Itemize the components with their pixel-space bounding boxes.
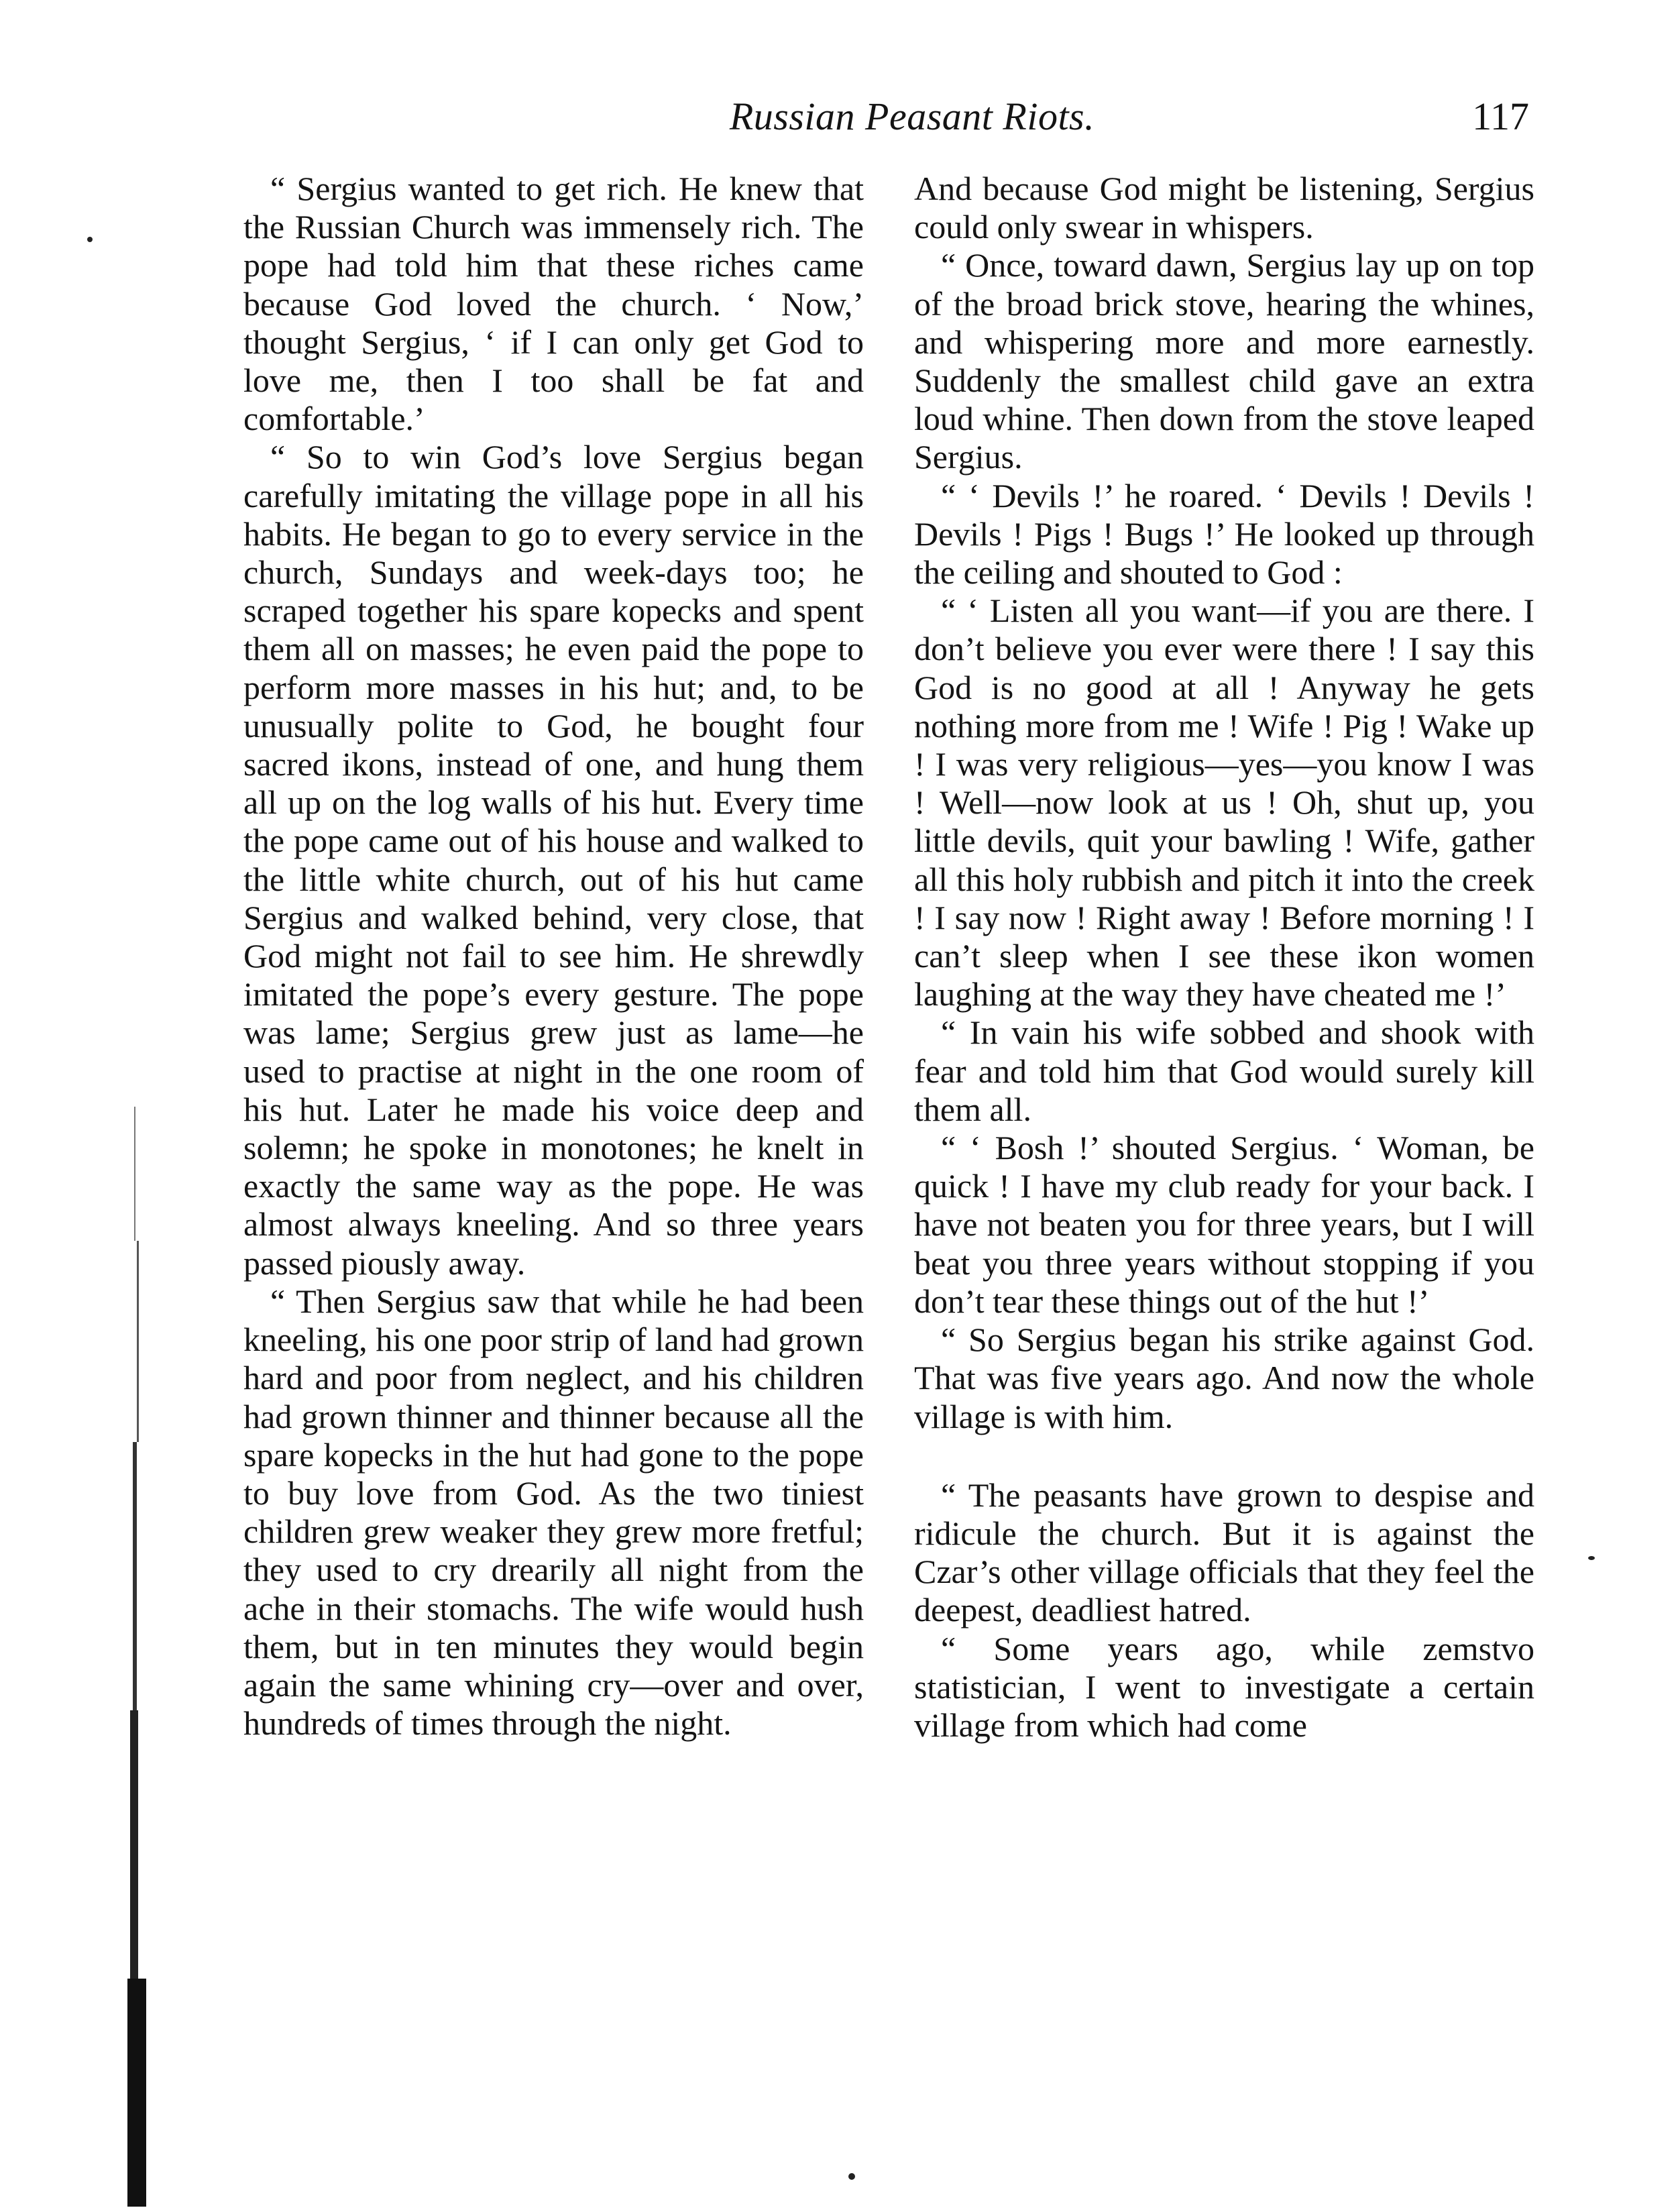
stray-mark <box>848 2173 855 2180</box>
paragraph: “ ‘ Listen all you want—if you are there. I don’t believe you ever were there ! I say this God is no good at all ! Anyway he gets nothing more from me ! Wife ! Pig ! Wake up ! I was very religious—yes—you know I was ! Well—now look at us ! Oh, shut up, you little devils, quit your bawling ! Wife, gather all this holy rubbish and pitch it into the creek ! I say now ! Right away ! Before morning ! I can’t sleep when I see these ikon women laughing at the way they have cheated me !’ <box>914 592 1534 1013</box>
paragraph: “ Then Sergius saw that while he had been kneeling, his one poor strip of land had grown hard and poor from neglect, and his children had grown thinner and thinner because all the spare kopecks in the hut had gone to the pope to buy love from God. As the two tiniest children grew weaker they grew more fretful; they used to cry drearily all night from the ache in their stomachs. The wife would hush them, but in ten minutes they would begin again the same whining cry—over and over, hundreds of times through the night. <box>243 1282 864 1743</box>
paragraph: “ So to win God’s love Sergius began carefully imitating the village pope in all his habits. He began to go to every service in the church, Sundays and week-days too; he scraped together his spare kopecks and spent them all on masses; he even paid the pope to perform more masses in his hut; and, to be unusually polite to God, he bought four sacred ikons, instead of one, and hung them all up on the log walls of his hut. Every time the pope came out of his house and walked to the little white church, out of his hut came Sergius and walked behind, very close, that God might not fail to see him. He shrewdly imitated the pope’s every gesture. The pope was lame; Sergius grew just as lame—he used to practise at night in the one room of his hut. Later he made his voice deep and solemn; he spoke in monotones; he knelt in exactly the same way as the pope. He was almost always kneeling. And so three years passed piously away. <box>243 438 864 1282</box>
paragraph: “ Sergius wanted to get rich. He knew that the Russian Church was immensely rich. The pope had told him that these riches came because God loved the church. ‘ Now,’ thought Sergius, ‘ if I can only get God to love me, then I too shall be fat and comfortable.’ <box>243 170 864 438</box>
paragraph: “ Some years ago, while zemstvo statistician, I went to investigate a certain village from which had come <box>914 1629 1534 1744</box>
scan-edge-artifact <box>121 1107 174 2207</box>
paragraph: And because God might be listening, Sergius could only swear in whispers. <box>914 170 1534 246</box>
left-column <box>243 170 864 1743</box>
page-number: 117 <box>1472 95 1529 138</box>
paragraph: “ Once, toward dawn, Sergius lay up on top of the broad brick stove, hearing the whines, and whispering more and more earnestly. Suddenly the smallest child gave an extra loud whine. Then down from the stove leaped Sergius. <box>914 246 1534 476</box>
stray-mark <box>87 237 93 242</box>
paragraph: “ In vain his wife sobbed and shook with fear and told him that God would surely kill them all. <box>914 1013 1534 1128</box>
paragraph: “ The peasants have grown to despise and ridicule the church. But it is against the Czar’s other village officials that they feel the deepest, deadliest hatred. <box>914 1476 1534 1629</box>
stray-mark <box>1588 1556 1595 1560</box>
paragraph: “ ‘ Devils !’ he roared. ‘ Devils ! Devils ! Devils ! Pigs ! Bugs !’ He looked up through the ceiling and shouted to God : <box>914 476 1534 592</box>
paragraph: “ So Sergius began his strike against God. That was five years ago. And now the whole village is with him. <box>914 1321 1534 1435</box>
paragraph: “ ‘ Bosh !’ shouted Sergius. ‘ Woman, be quick ! I have my club ready for your back. I have not beaten you for three years, but I will beat you three years without stopping if you don’t tear these things out of the hut !’ <box>914 1129 1534 1320</box>
running-title: Russian Peasant Riots. <box>729 95 1095 138</box>
right-column <box>914 170 1534 1745</box>
